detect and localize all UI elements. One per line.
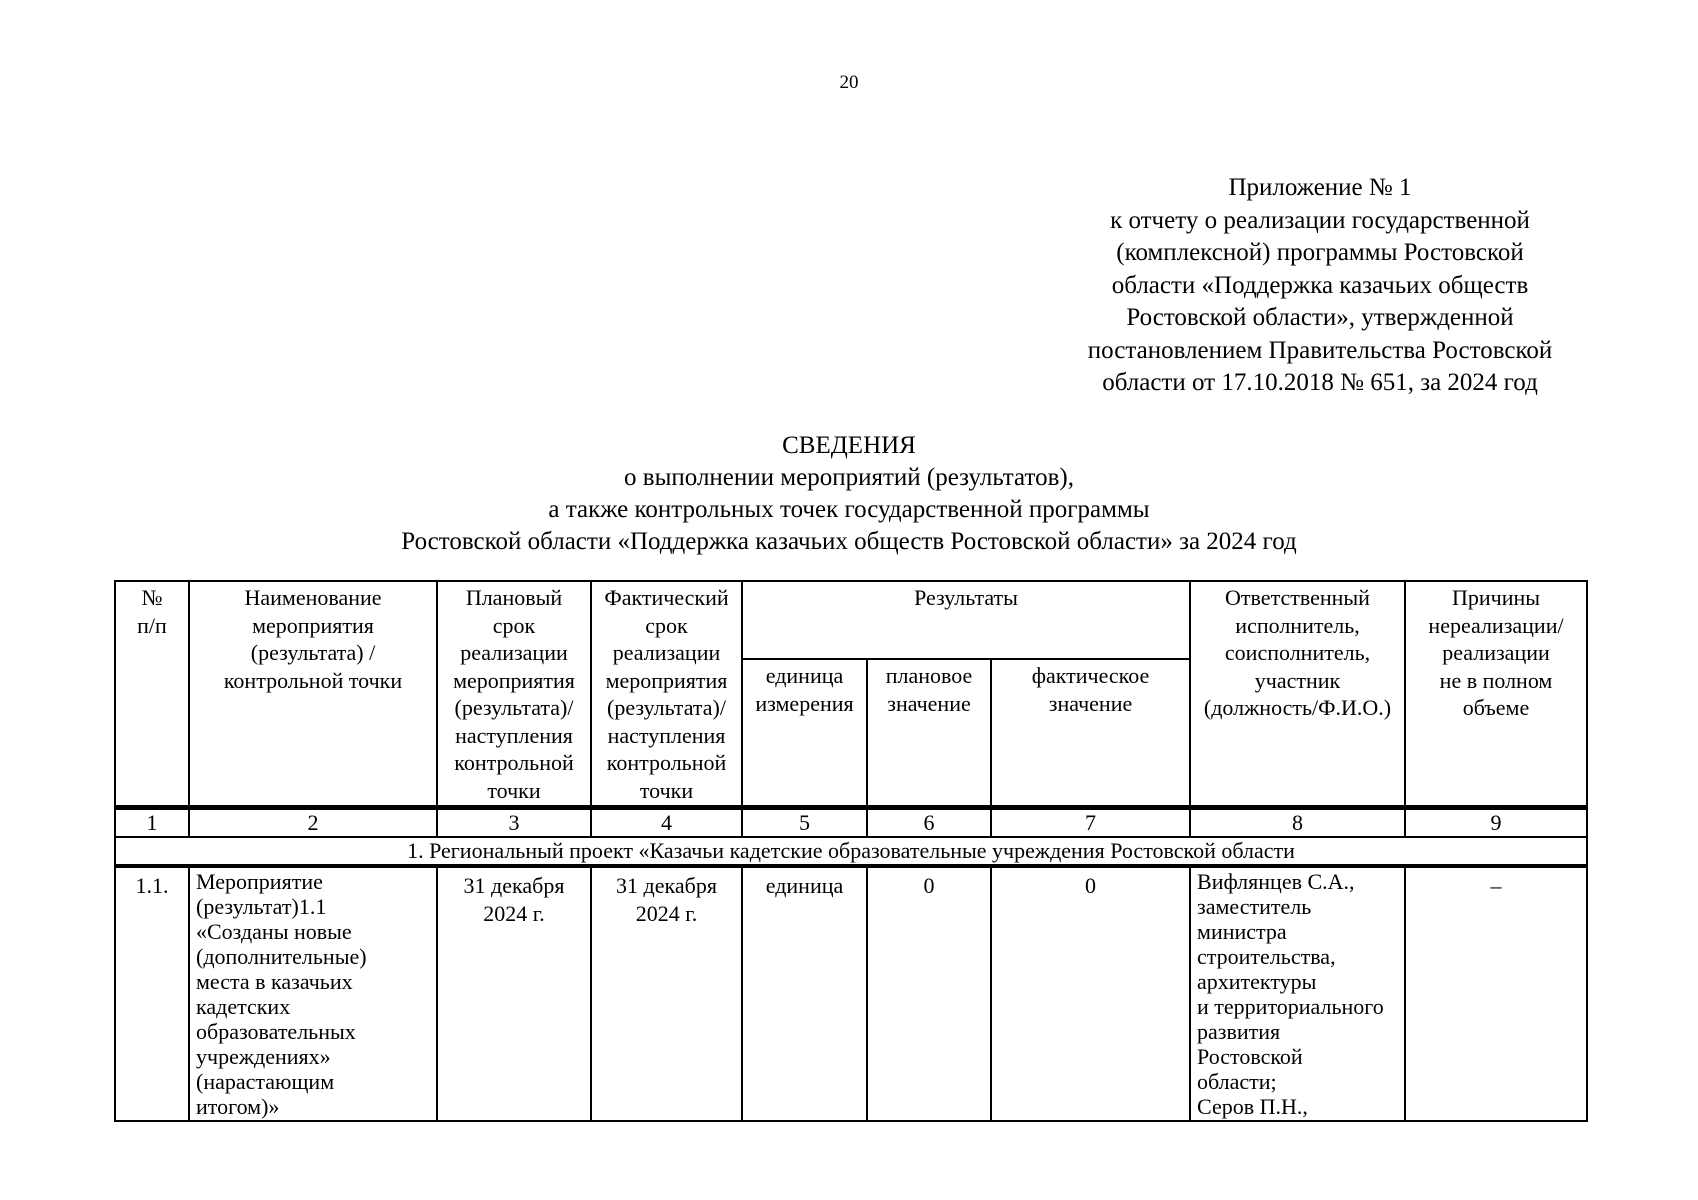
header-line: точки [639,777,694,803]
header-line: участник [1254,667,1341,693]
column-number: 8 [1190,808,1405,838]
row-responsible-line: строительства, [1197,944,1336,969]
column-number: 2 [189,808,437,838]
row-name-line: Мероприятие [196,869,323,894]
annex-line: Ростовской области», утвержденной [1126,304,1514,331]
header-planned-term [437,581,591,808]
row-responsible-line: и территориального [1197,994,1384,1019]
header-line: точки [487,777,541,803]
annex-line: области от 17.10.2018 № 651, за 2024 год [1102,369,1538,396]
header-line: контрольной точки [223,667,403,693]
header-actual-term [591,581,742,808]
header-line: Плановый [465,585,563,610]
row-name-line: итогом)» [196,1094,280,1119]
page-number: 20 [839,72,859,93]
header-line: нереализации/ [1428,612,1564,638]
row-name [189,866,437,1121]
row-actual-term-line: 2024 г. [635,900,698,926]
header-planned-value [867,659,991,807]
row-reasons: – [1405,866,1587,1121]
header-line: исполнитель, [1235,612,1360,638]
heading-line: а также контрольных точек государственной программы [548,496,1150,523]
header-line: п/п [137,612,167,638]
header-line: (результата)/ [454,695,574,720]
row-planned-term-line: 2024 г. [483,900,545,926]
header-line: наступления [607,722,726,748]
annex-line: Приложение № 1 [1228,174,1412,201]
table-row [115,866,1587,1121]
row-responsible-line: Ростовской [1197,1044,1303,1069]
column-number: 3 [437,808,591,838]
header-line: Фактический [604,585,729,610]
header-results: Результаты [742,581,1190,659]
row-responsible-line: министра [1197,919,1287,944]
row-actual-value: 0 [991,866,1190,1121]
header-row [115,581,1587,659]
row-name-line: (дополнительные) [196,944,367,969]
header-line: Ответственный [1225,585,1370,610]
header-line: Причины [1451,585,1541,610]
report-table [114,580,1588,1122]
header-line: измерения [755,690,854,716]
row-name-line: (результат)1.1 [196,894,327,919]
column-number: 5 [742,808,867,838]
row-name-line: «Созданы новые [196,919,352,944]
header-line: № [141,585,163,610]
row-actual-term [591,866,742,1121]
row-name-line: (нарастающим [196,1069,335,1094]
header-num [115,581,189,808]
row-num: 1.1. [115,866,189,1121]
column-numbers-row [115,808,1587,838]
annex-line: области «Поддержка казачьих обществ [1111,271,1529,299]
column-number: 1 [115,808,189,838]
row-responsible-line: заместитель [1197,894,1312,919]
header-line: не в полном [1439,667,1553,693]
header-line: (должность/Ф.И.О.) [1203,695,1392,720]
section-row [115,837,1587,866]
header-line: наступления [455,722,573,748]
header-line: реализации [1442,640,1550,665]
header-actual-value [991,659,1190,807]
header-line: реализации [612,640,721,665]
header-line: объеме [1462,695,1530,720]
heading-line: о выполнении мероприятий (результатов), [624,464,1074,491]
header-line: реализации [460,640,568,665]
row-planned-value: 0 [867,866,991,1121]
row-responsible-line: Серов П.Н., [1197,1094,1308,1119]
header-line: единица [765,663,844,689]
column-number: 9 [1405,808,1587,838]
row-responsible-line: архитектуры [1197,969,1317,994]
annex-block [1040,172,1600,400]
header-line: значение [1048,690,1133,716]
header-line: контрольной [606,750,727,775]
header-line: (результата)/ [607,695,726,720]
header-line: Наименование [244,585,382,610]
column-number: 7 [991,808,1190,838]
row-name-line: кадетских [196,994,291,1019]
header-line: срок [492,612,536,638]
header-line: фактическое [1031,663,1150,689]
header-line: соисполнитель, [1224,640,1371,665]
row-responsible-line: Вифлянцев С.А., [1197,869,1355,894]
header-name [189,581,437,808]
heading-line: Ростовской области «Поддержка казачьих обществ Ростовской области» за 2024 год [401,528,1297,555]
row-name-line: образовательных [196,1019,356,1044]
header-line: значение [887,690,971,716]
annex-line: (комплексной) программы Ростовской [1116,239,1524,266]
header-unit [742,659,867,807]
row-responsible [1190,866,1405,1121]
column-number: 6 [867,808,991,838]
row-name-line: учреждениях» [196,1044,331,1069]
header-line: контрольной [454,750,574,775]
heading-title: СВЕДЕНИЯ [782,432,916,459]
header-line: мероприятия [252,612,374,638]
header-line: (результата) / [250,640,376,665]
header-line: мероприятия [453,667,575,693]
row-responsible-line: области; [1197,1069,1277,1094]
annex-line: постановлением Правительства Ростовской [1087,336,1553,364]
row-name-line: места в казачьих [196,969,353,994]
row-planned-term [437,866,591,1121]
section-title: 1. Региональный проект «Казачьи кадетские образовательные учреждения Ростовской области [115,837,1587,866]
row-actual-term-line: 31 декабря [616,873,717,898]
row-unit: единица [742,866,867,1121]
row-planned-term-line: 31 декабря [463,873,565,898]
document-heading [0,430,1698,558]
header-line: мероприятия [605,667,728,693]
column-number: 4 [591,808,742,838]
header-responsible [1190,581,1405,808]
header-line: плановое [885,663,973,689]
annex-line: к отчету о реализации государственной [1110,206,1530,234]
row-responsible-line: развития [1197,1019,1281,1044]
header-line: срок [645,612,688,638]
header-reasons [1405,581,1587,808]
